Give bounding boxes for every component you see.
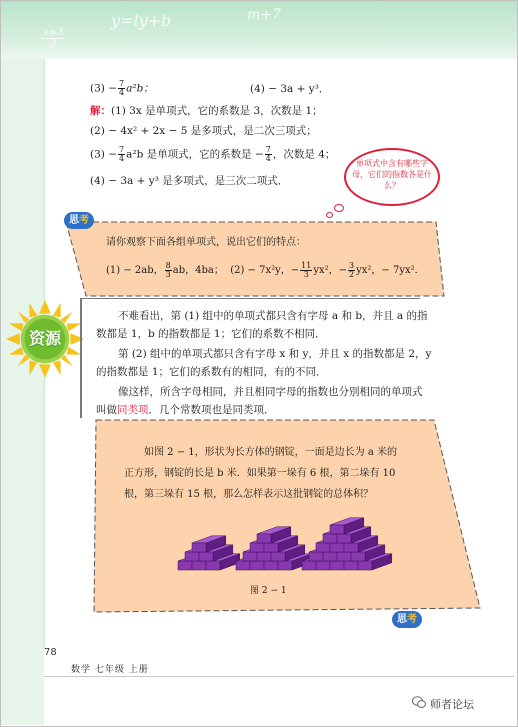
ingot-stack (302, 518, 392, 570)
resource-p3-line2: 叫做同类项．几个常数项也是同类项． (96, 404, 275, 416)
think2-line-1: 如图 2 − 1，形状为长方体的钢锭，一面是边长为 a 米的 (144, 447, 397, 458)
page-number: 78 (44, 647, 57, 658)
think-badge: 思考 (392, 611, 422, 628)
ingot-face (316, 561, 330, 570)
ingot-face (257, 534, 271, 543)
ingot-face (236, 561, 250, 570)
fraction: $\frac{7}{4}$ (119, 79, 125, 97)
ingot-face (330, 525, 344, 534)
ingot-face (302, 561, 316, 570)
fraction: $\frac{7}{4}$ (265, 145, 271, 163)
book-title: 数学 七年级 上册 (71, 665, 149, 675)
solution-line-4: (4) − 3a + y³ 是多项式，是三次二项式． (90, 175, 289, 187)
fraction: $\frac{7}{4}$ (119, 145, 125, 163)
ingot-face (316, 543, 330, 552)
ingot-face (250, 543, 264, 552)
ingot-face (185, 552, 199, 561)
resource-p1-line1: 不难看出，第 (1) 组中的单项式都只含有字母 a 和 b，并且 a 的指 (118, 310, 428, 322)
fraction: $\frac{11}{3}$ (301, 261, 312, 279)
ingot-face (337, 552, 351, 561)
ingot-face (323, 534, 337, 543)
resource-badge-label: 资源 (28, 329, 61, 348)
ingot-face (330, 561, 344, 570)
think2-line-2: 正方形，钢锭的长是 b 米．如果第一垛有 6 根，第二垛有 10 (124, 468, 396, 479)
ingot-stack (236, 527, 312, 570)
figure-caption: 图 2 − 1 (250, 586, 287, 596)
header-formula-mid: y=ly+b (111, 11, 172, 30)
ingot-stack (178, 536, 240, 570)
ingot-face (309, 552, 323, 561)
ingot-face (278, 561, 292, 570)
example-item-4: (4) − 3a + y³． (250, 83, 330, 95)
wechat-icon (412, 696, 426, 709)
ingot-face (264, 543, 278, 552)
resource-p1-line2: 数都是 1，b 的指数都是 1；它们的系数不相同． (96, 328, 326, 340)
ingot-face (206, 561, 220, 570)
resource-p3-line1: 像这样，所含字母相同，并且相同字母的指数也分别相同的单项式 (118, 386, 423, 398)
ingot-face (351, 552, 365, 561)
ingot-face (330, 543, 344, 552)
resource-p2-line2: 的指数都是 1；它们的系数有的相同，有的不同． (96, 366, 327, 378)
ingot-face (199, 552, 213, 561)
footer-rule (44, 676, 514, 677)
ingot-face (337, 534, 351, 543)
example-item-3: (3) − $\frac{7}{4}$ a²b； (90, 79, 154, 97)
ingot-face (323, 552, 337, 561)
think2-line-3: 根，第三垛有 15 根，那么怎样表示这批钢锭的总体积？ (124, 489, 374, 500)
solution-line-3: (3) − $\frac{7}{4}$ a²b 是单项式，它的系数是 − $\frac{7}{4}$ ，次数是 4； (90, 145, 336, 163)
ingot-face (243, 552, 257, 561)
ingot-face (271, 552, 285, 561)
resource-p2-line1: 第 (2) 组中的单项式都只含有字母 x 和 y，并且 x 的指数都是 2，y (118, 348, 432, 360)
ingot-face (344, 561, 358, 570)
ingot-face (358, 561, 372, 570)
ingot-face (250, 561, 264, 570)
term-highlight: 同类项 (117, 404, 149, 416)
solution-line-1: 解：(1) 3x 是单项式，它的系数是 3，次数是 1； (90, 105, 323, 117)
ingot-face (178, 561, 192, 570)
fraction: $\frac{8}{3}$ (165, 261, 171, 279)
ingot-face (264, 561, 278, 570)
fraction: $\frac{3}{2}$ (349, 261, 355, 279)
watermark-text: 师者论坛 (430, 698, 474, 711)
ingot-face (344, 543, 358, 552)
ingot-face (192, 561, 206, 570)
thought-bubble-text: 单项式中含有哪些字母，它们的指数各是什么？ (352, 159, 432, 190)
solution-line-2: (2) − 4x² + 2x − 5 是多项式，是二次三项式； (90, 125, 317, 137)
header-formula-left: x+3 2 (43, 27, 64, 50)
ingot-face (257, 552, 271, 561)
ingot-face (192, 543, 206, 552)
think1-groups: (1) − 2ab， $\frac{8}{3}$ ab，4ba； (2) − 7x²y，− $\frac{11}{3}$ yx²，− $\frac{3}{2}$ yx²，− 7yx²． (106, 261, 425, 279)
think-badge: 思考 (64, 212, 94, 229)
think1-prompt: 请你观察下面各组单项式，说出它们的特点： (106, 237, 306, 248)
header-formula-right: m+7 (247, 7, 281, 23)
solution-label: 解： (90, 105, 111, 117)
